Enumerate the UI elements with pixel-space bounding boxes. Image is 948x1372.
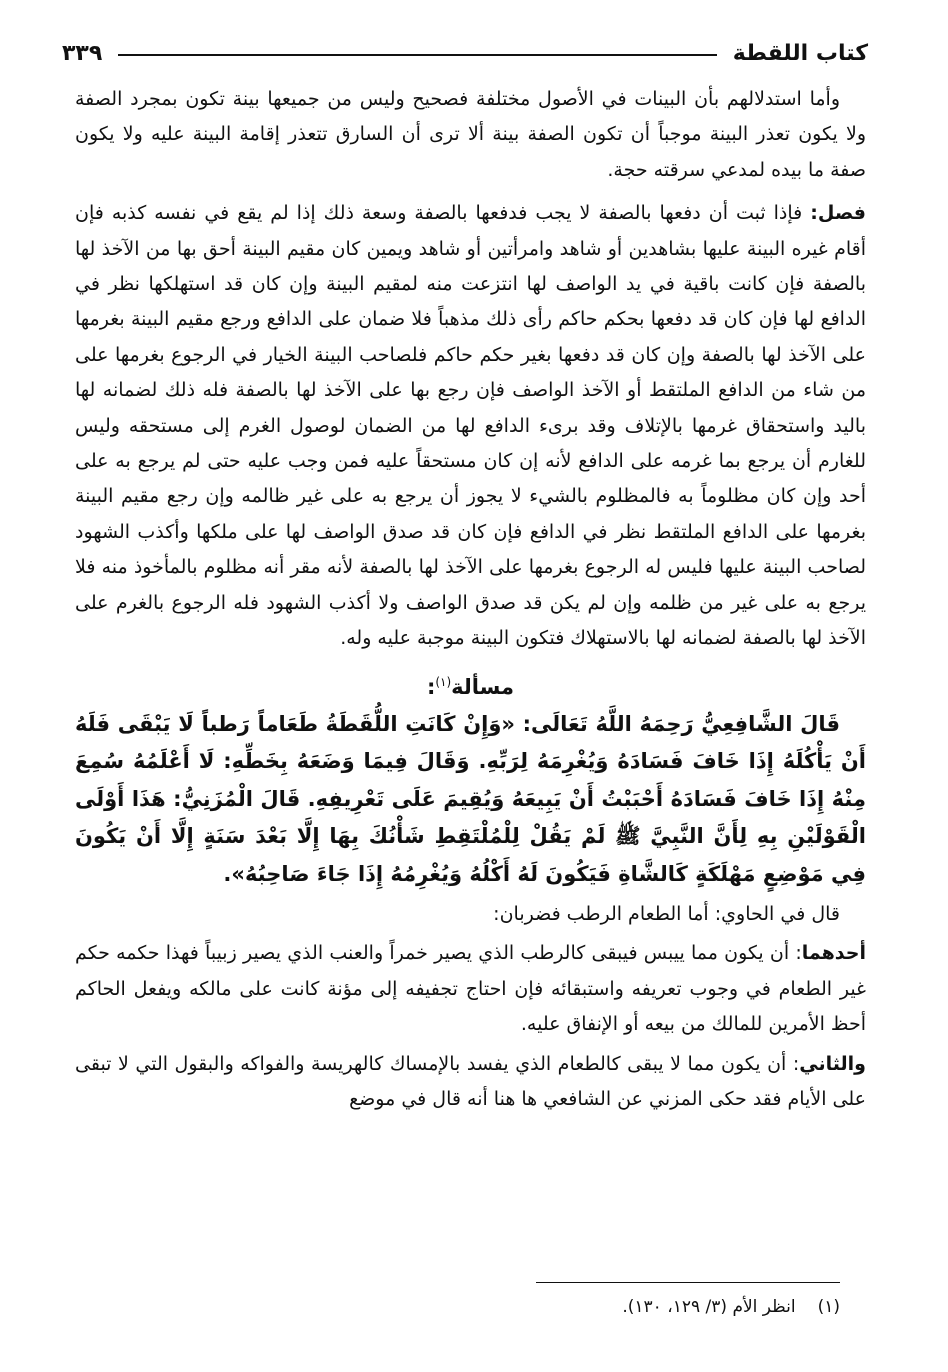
paragraph-first-type [75,936,866,1042]
first-type-text: : أن يكون مما ييبس فيبقى كالرطب الذي يصير خمراً والعنب الذي يصير زبيباً فهذا حكمه حكم غير الطعام في وجوب تعريفه واستبقائه فإن احتاج تجفيفه إلى مؤنة كانت على مالكه ويفعل الحاكم أحظ الأمرين للمالك من بيعه أو الإنفاق عليه. [75,942,866,1036]
fasl-label: فصل: [810,202,866,225]
second-type-text: : أن يكون مما لا يبقى كالطعام الذي يفسد بالإمساك كالهريسة والفواكه والبقول التي لا تبقى على الأيام فقد حكى المزني عن الشافعي ها هنا أنه قال في موضع [75,1052,866,1111]
section-heading: مسألة$^{(١)}$: [426,674,515,699]
running-title: كتاب اللقطة [732,40,868,66]
section-footnote-mark: (١) [435,674,452,689]
paragraph-second-type [75,1047,866,1118]
footnote-number: (١) [817,1297,840,1317]
header-rule [118,54,717,56]
paragraph-evidence: وأما استدلالهم بأن البينات في الأصول مختلفة فصحيح وليس من جميعها بينة تكون بمجرد الصفة ولا يكون تعذر البينة موجباً أن تكون الصفة بينة ألا ترى أن السارق تتعذر إقامة البينة عليه ولا يكون صفة ما بيده لمدعي سرقته حجة. [75,88,866,181]
shafii-quote: قَالَ الشَّافِعِيُّ رَحِمَهُ اللَّهُ تَعَالَى: «وَإِنْ كَانَتِ اللُّقَطَةُ طَعَاماً رَطباً لَا يَبْقَى فَلَهُ أَنْ يَأْكُلَهُ إِذَا خَافَ فَسَادَهُ وَيُغْرِمَهُ لِرَبِّهِ. وَقَالَ فِيمَا وَضَعَهُ بِخَطِّهِ: لَا أَعْلَمُهُ سُمِعَ مِنْهُ إِذَا خَافَ فَسَادَهُ أَحْبَبْتُ أَنْ يَبِيعَهُ وَيُقِيمَ عَلَى تَعْرِيفِهِ. قَالَ الْمُزَنِيُّ: هَذَا أَوْلَى الْقَوْلَيْنِ بِهِ لِأَنَّ النَّبِيَّ ﷺ لَمْ يَقُلْ لِلْمُلْتَقِطِ شَأْنُكَ بِهَا إِلَّا بَعْدَ سَنَةٍ إِلَّا أَنْ يَكُونَ فِي مَوْضِعٍ مَهْلَكَةٍ كَالشَّاةِ فَيَكُونَ لَهُ أَكْلُهُ وَيُغْرِمُهُ إِذَا جَاءَ صَاحِبُهُ». [75,711,866,886]
hawi-intro: قال في الحاوي: أما الطعام الرطب فضربان: [493,903,840,925]
footnote-separator [536,1282,840,1283]
first-type-label: أحدهما [801,942,866,965]
footnote-text: انظر الأم (٣/ ١٢٩، ١٣٠). [622,1297,796,1317]
section-title: مسألة [451,674,515,699]
paragraph-fasl [75,196,866,656]
fasl-text: فإذا ثبت أن دفعها بالصفة لا يجب فدفعها بالصفة وسعة ذلك إذا لم يقع في نفسه كذبه فإن أقام غيره البينة عليها بشاهدين أو شاهد وامرأتين أو شاهد ويمين كان مقيم البينة أحق بها من الآخذ لها بالصفة فإن كانت باقية في يد الواصف لها انتزعت منه لمقيم البينة وإن كان قد استهلكها نظر في الدافع لها فإن كان قد دفعها بحكم حاكم رأى ذلك مذهباً فلا ضمان على الدافع ورجع مقيم البينة بغرمها على الآخذ لها بالصفة وإن كان قد دفعها بغير حكم حاكم فلصاحب البينة الخيار في الرجوع بغرمها على من شاء من الدافع الملتقط أو الآخذ الواصف فإن رجع بها على الآخذ لها بالصفة فله ذلك لضمانه لها باليد واستحقاق غرمها بالإتلاف وقد برىء الدافع لها من الضمان لوصول الغرم إلى مستحقه وليس للغارم أن يرجع بما غرمه على الدافع لأنه إن كان مستحقاً عليه فمن وجب عليه حتى لم يرجع به على أحد وإن كان مظلوماً به فالمظلوم بالشيء لا يجوز أن يرجع به على غير ظالمه وإن رجع مقيم البينة بغرمها على الدافع الملتقط نظر في الدافع فإن كان قد صدق الواصف لها على ملكها وأكذب الشهود لصاحب البينة عليها فليس له الرجوع بغرمها على الآخذ لها بالصفة لأنه مقر أنه مظلوم بالمأخوذ منه فلا يرجع به على غير من ظلمه وإن لم يكن قد صدق الواصف ولا أكذب الشهود فله الرجوع بالغرم على الآخذ لها بالصفة لضمانه لها بالاستهلاك فتكون البينة موجبة عليه وله. [75,202,866,650]
page-number: ٣٣٩ [62,40,103,66]
footnote [75,1292,840,1322]
second-type-label: والثاني [799,1052,866,1075]
page-header [62,30,868,76]
page-body [75,82,866,1117]
